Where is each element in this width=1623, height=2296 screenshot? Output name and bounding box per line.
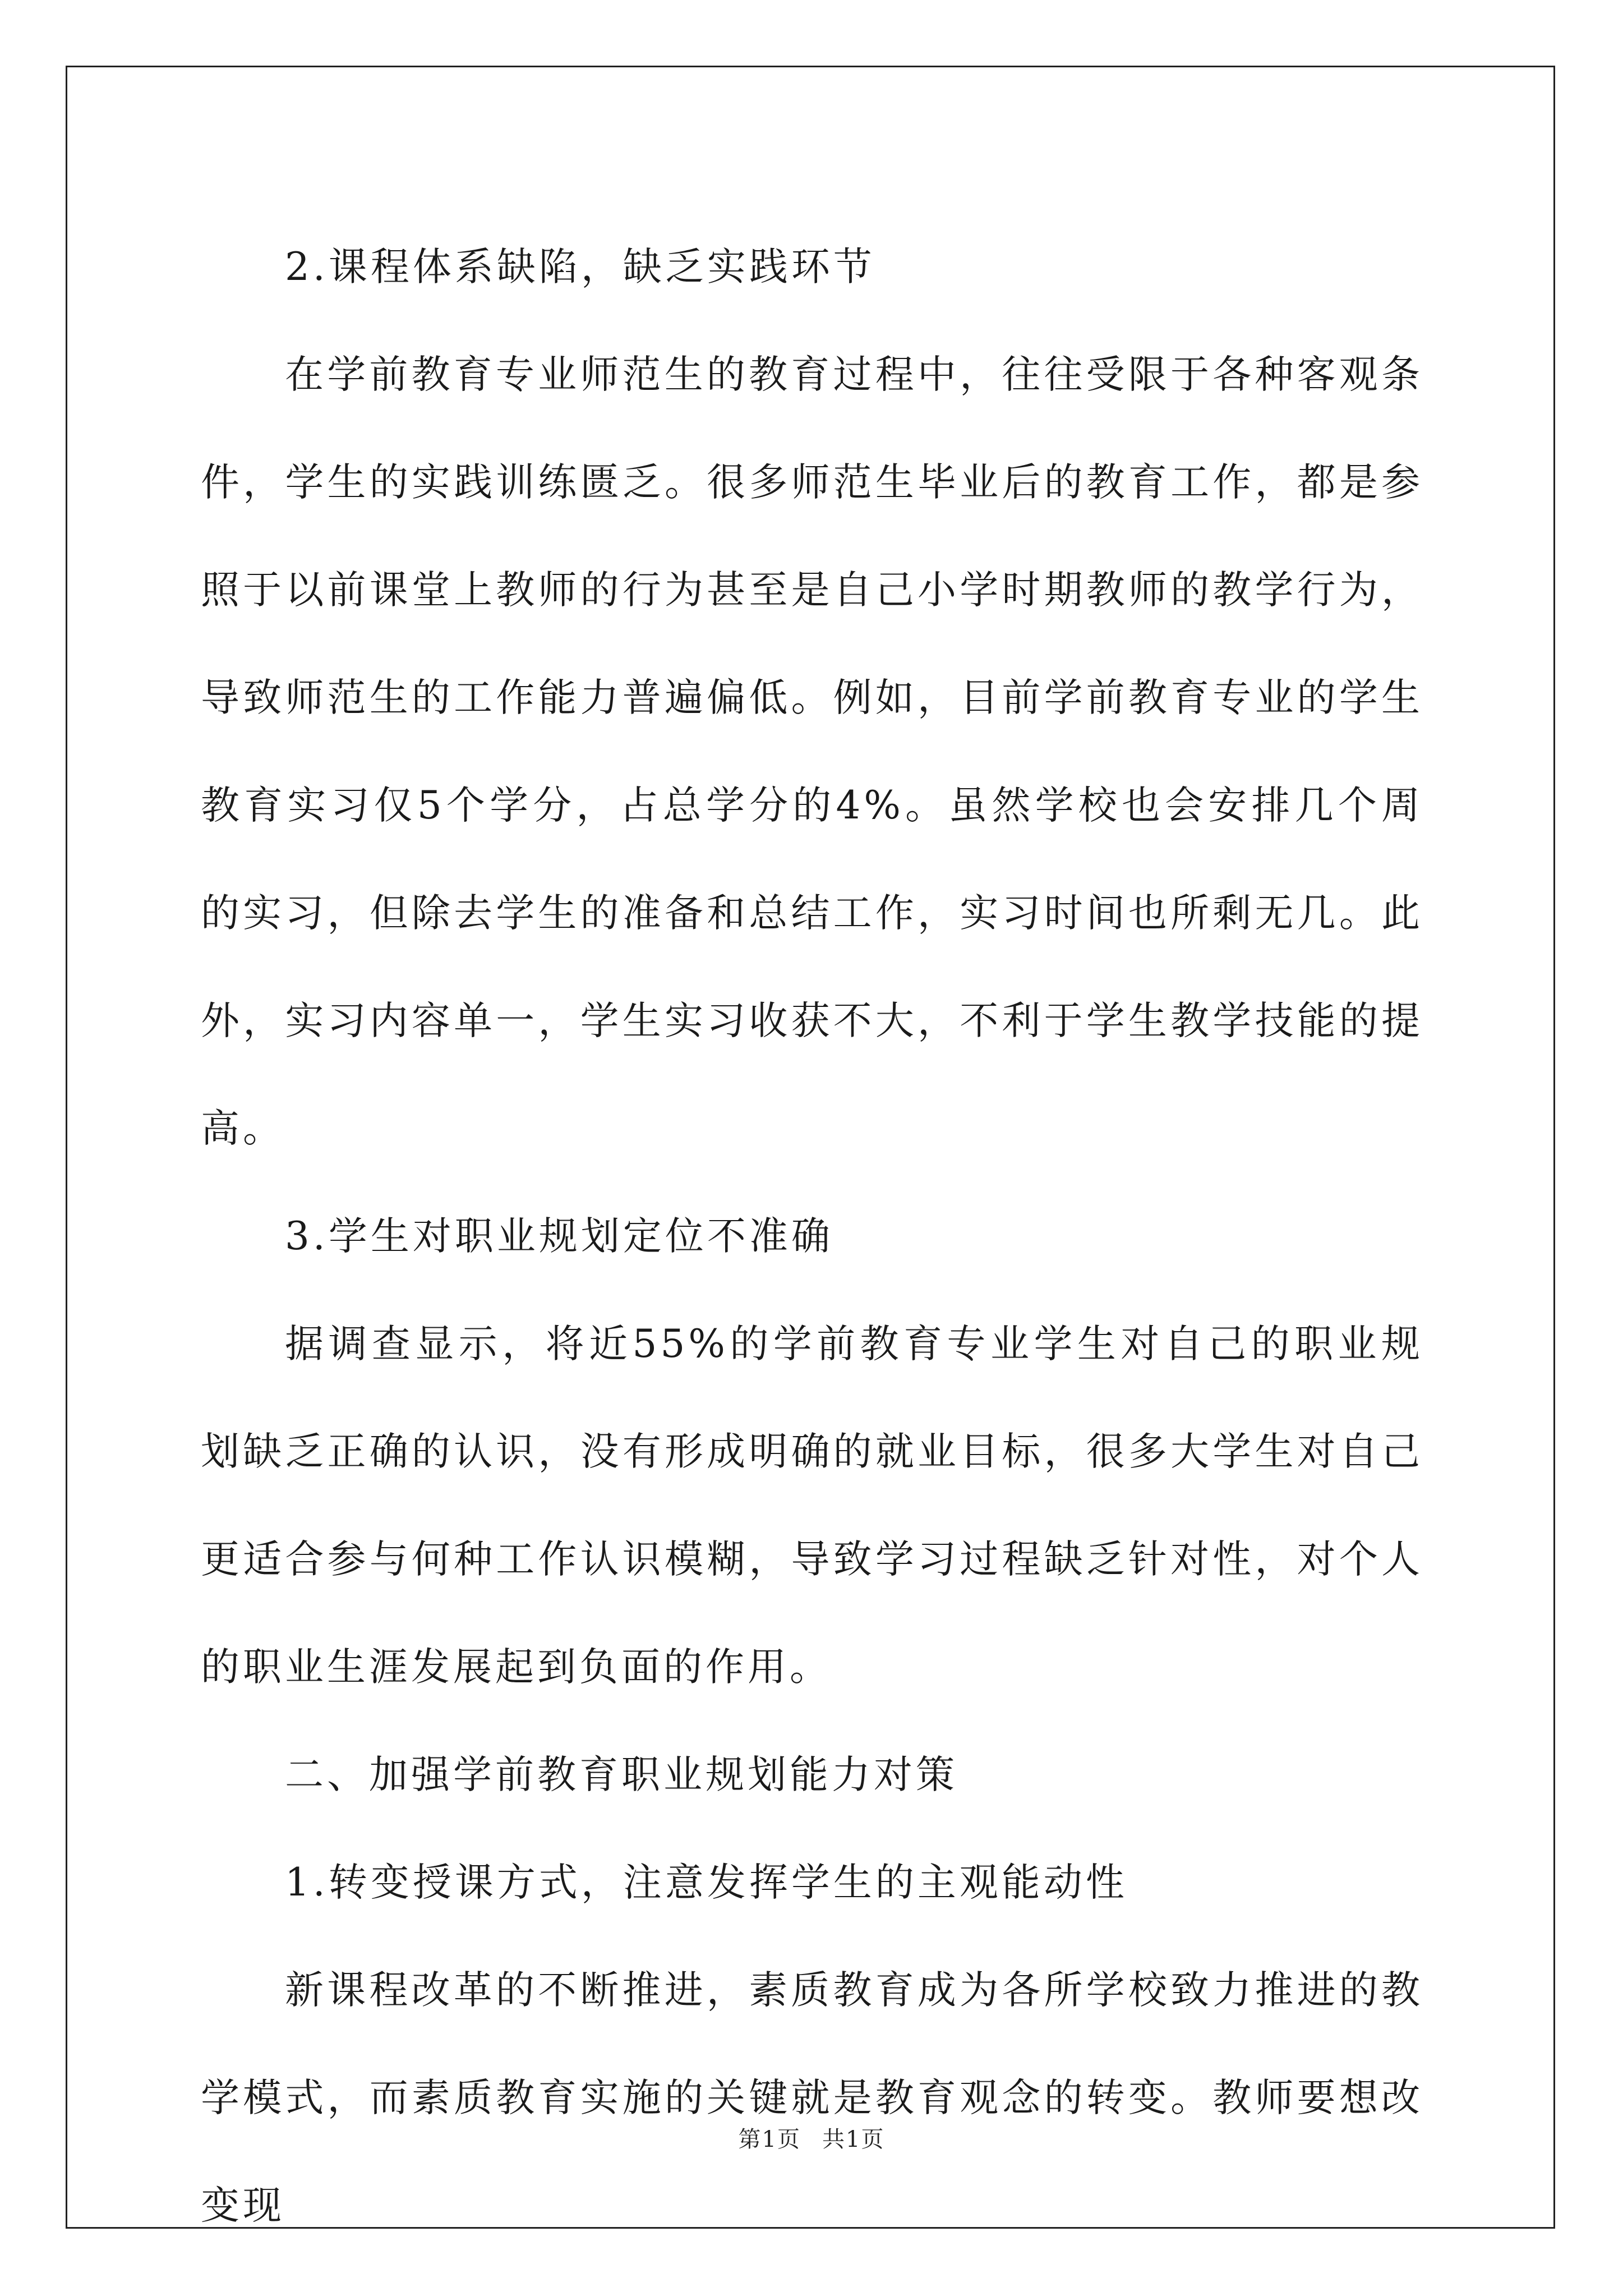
body-paragraph: 新课程改革的不断推进，素质教育成为各所学校致力推进的教学模式，而素质教育实施的关键就是教育观念的转变。教师要想改变现: [201, 1968, 1423, 2228]
page-number-total: 共1页: [822, 2127, 885, 2152]
body-paragraph: 在学前教育专业师范生的教育过程中，往往受限于各种客观条件，学生的实践训练匮乏。很多师范生毕业后的教育工作，都是参照于以前课堂上教师的行为甚至是自己小学时期教师的教学行为，导致师范生的工作能力普遍偏低。例如，目前学前教育专业的学生教育实习仅5个学分，占总学分的4%。虽然学校也会安排几个周的实习，但除去学生的准备和总结工作，实习时间也所剩无几。此外，实习内容单一，学生实习收获不大，不利于学生教学技能的提高。: [201, 352, 1423, 1151]
page-footer: [0, 2122, 1623, 2154]
page-number-current: 第1页: [738, 2127, 801, 2152]
section-heading-1: 1.转变授课方式，注意发挥学生的主观能动性: [285, 1860, 1128, 1905]
chapter-heading: 二、加强学前教育职业规划能力对策: [285, 1752, 958, 1797]
document-body: [201, 213, 1423, 2260]
section-heading-2: 2.课程体系缺陷，缺乏实践环节: [285, 245, 875, 289]
body-paragraph: 据调查显示，将近55%的学前教育专业学生对自己的职业规划缺乏正确的认识，没有形成明确的就业目标，很多大学生对自己更适合参与何种工作认识模糊，导致学习过程缺乏针对性，对个人的职业生涯发展起到负面的作用。: [201, 1322, 1423, 1690]
section-heading-3: 3.学生对职业规划定位不准确: [285, 1214, 833, 1259]
